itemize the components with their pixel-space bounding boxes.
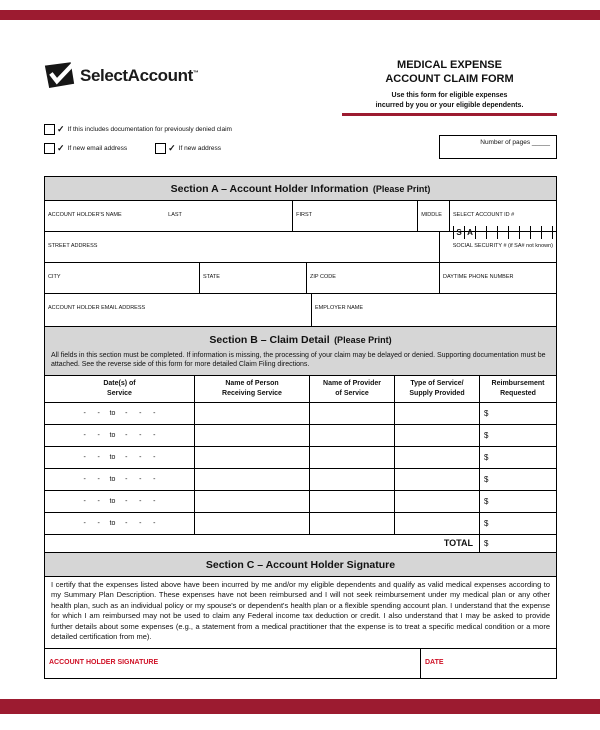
type-of-service-cell[interactable] xyxy=(395,403,480,424)
new-email-checkbox-group xyxy=(44,143,127,154)
ssn-label: SOCIAL SECURITY # (if SA# not known) xyxy=(452,242,553,249)
zip-code-field[interactable] xyxy=(307,263,440,293)
date-of-service-cell[interactable]: - - to - - - xyxy=(45,513,195,534)
select-account-id-field[interactable] xyxy=(450,201,556,237)
middle-name-field[interactable] xyxy=(418,201,450,231)
new-email-label: If new email address xyxy=(67,144,128,152)
employer-label: EMPLOYER NAME xyxy=(315,304,363,311)
amount-cell[interactable]: $ xyxy=(484,430,489,440)
person-receiving-cell[interactable] xyxy=(195,403,310,424)
amount-cell[interactable]: $ xyxy=(484,408,489,418)
selectaccount-logo xyxy=(44,60,199,92)
total-amount-cell[interactable]: $ xyxy=(484,538,489,548)
city-row xyxy=(45,263,556,294)
section-a-note: (Please Print) xyxy=(372,183,431,194)
certification-text: I certify that the expenses listed above have been incurred by me and/or my eligible dependents and qualify as valid medical expenses according to my Summary Plan Description. These expenses have not been reimbursed and I will not seek reimbursement under my medical plan or any other health plan, such as an individual policy or my spouse's or dependent's health plan or a flexible spending account plan. I understand that the expense for which I am reimbursed may not be used to claim any Federal income tax deduction or credit. I also understand that I may be asked to provide further details about some expenses (e.g., a statement from a medical practitioner that the expense is to treat a specific medical condition or a more detailed certification from me). xyxy=(45,577,556,649)
employer-field[interactable] xyxy=(312,294,556,326)
first-name-field[interactable] xyxy=(293,201,418,231)
date-of-service-cell[interactable]: - - to - - - xyxy=(45,469,195,490)
signature-label: ACCOUNT HOLDER SIGNATURE xyxy=(49,658,159,666)
pages-label: Number of pages _____ xyxy=(480,139,550,146)
middle-label: MIDDLE xyxy=(421,211,442,218)
logo-wordmark: SelectAccount xyxy=(80,66,193,85)
number-of-pages-box[interactable] xyxy=(439,135,557,159)
section-a-header xyxy=(45,177,556,201)
date-of-service-cell[interactable]: - - to - - - xyxy=(45,491,195,512)
col-reimbursement: Reimbursement Requested xyxy=(491,380,545,397)
person-receiving-cell[interactable] xyxy=(195,469,310,490)
new-email-checkbox[interactable] xyxy=(44,143,55,154)
zip-label: ZIP CODE xyxy=(310,273,336,280)
form-title xyxy=(342,58,557,87)
person-receiving-cell[interactable] xyxy=(195,425,310,446)
col-person-receiving: Name of Person Receiving Service xyxy=(195,376,310,402)
type-of-service-cell[interactable] xyxy=(395,447,480,468)
bottom-accent-bar xyxy=(0,699,600,714)
col-type-of-service: Type of Service/ Supply Provided xyxy=(395,376,480,402)
claim-row-3 xyxy=(45,447,556,469)
date-field[interactable] xyxy=(421,649,556,678)
person-receiving-cell[interactable] xyxy=(195,513,310,534)
email-field[interactable] xyxy=(45,294,312,326)
section-b-title-row xyxy=(51,330,550,348)
state-field[interactable] xyxy=(200,263,307,293)
new-address-checkbox-group xyxy=(155,143,221,154)
date-of-service-cell[interactable]: - - to - - - xyxy=(45,447,195,468)
provider-cell[interactable] xyxy=(310,469,395,490)
previously-denied-checkbox-group xyxy=(44,124,232,135)
checkbox-row-1 xyxy=(44,124,557,135)
form-title-line2: ACCOUNT CLAIM FORM xyxy=(385,73,514,86)
section-c-header xyxy=(45,553,556,577)
col-date-of-service: Date(s) of Service xyxy=(45,376,195,402)
form-title-line1: MEDICAL EXPENSE xyxy=(397,59,502,71)
claim-row-6 xyxy=(45,513,556,535)
provider-cell[interactable] xyxy=(310,447,395,468)
previously-denied-label: If this includes documentation for previously denied claim xyxy=(67,125,232,133)
id-prefix-a: A xyxy=(465,226,476,239)
claim-row-5 xyxy=(45,491,556,513)
check-glyph: ✓ xyxy=(57,123,65,134)
person-receiving-cell[interactable] xyxy=(195,447,310,468)
logo-text xyxy=(80,66,199,86)
person-receiving-cell[interactable] xyxy=(195,491,310,512)
id-prefix-s: S xyxy=(453,226,465,239)
provider-cell[interactable] xyxy=(310,513,395,534)
checkmark-banner-icon xyxy=(44,62,75,90)
type-of-service-cell[interactable] xyxy=(395,425,480,446)
city-label: CITY xyxy=(48,273,61,280)
email-row xyxy=(45,294,556,327)
form-subtitle xyxy=(342,91,557,111)
provider-cell[interactable] xyxy=(310,425,395,446)
form-subtitle-line2: incurred by you or your eligible dependents. xyxy=(375,101,524,109)
street-label: STREET ADDRESS xyxy=(48,242,98,249)
form-subtitle-line1: Use this form for eligible expenses xyxy=(391,91,508,99)
col-provider: Name of Provider of Service xyxy=(310,376,395,402)
section-b-note: (Please Print) xyxy=(334,334,392,345)
select-account-id-label: SELECT ACCOUNT ID # xyxy=(453,211,515,218)
previously-denied-checkbox[interactable] xyxy=(44,124,55,135)
type-of-service-cell[interactable] xyxy=(395,491,480,512)
new-address-checkbox[interactable] xyxy=(155,143,166,154)
account-holder-name-field[interactable] xyxy=(45,201,293,231)
red-rule xyxy=(342,113,557,116)
amount-cell[interactable]: $ xyxy=(484,496,489,506)
claim-row-1 xyxy=(45,403,556,425)
social-security-field[interactable] xyxy=(440,232,556,262)
date-of-service-cell[interactable]: - - to - - - xyxy=(45,425,195,446)
claim-row-2 xyxy=(45,425,556,447)
provider-cell[interactable] xyxy=(310,403,395,424)
total-row xyxy=(45,535,556,553)
type-of-service-cell[interactable] xyxy=(395,469,480,490)
section-c-title: Section C – Account Holder Signature xyxy=(205,558,396,571)
total-label: TOTAL xyxy=(45,535,480,552)
form-title-block xyxy=(342,58,557,116)
section-b-title: Section B – Claim Detail xyxy=(209,333,330,346)
amount-cell[interactable]: $ xyxy=(484,518,489,528)
section-b-instructions: All fields in this section must be completed. If information is missing, the processing of your claim may be delayed or denied. Supporting documentation must be attached. See the reverse side of this form for more detailed Claim Filing directions. xyxy=(51,351,546,369)
amount-cell[interactable]: $ xyxy=(484,452,489,462)
signature-field[interactable] xyxy=(45,649,421,678)
date-of-service-cell[interactable]: - - to - - - xyxy=(45,403,195,424)
provider-cell[interactable] xyxy=(310,491,395,512)
new-address-label: If new address xyxy=(178,144,221,152)
top-accent-bar xyxy=(0,10,600,20)
date-label: DATE xyxy=(425,658,444,666)
street-address-field[interactable] xyxy=(45,232,440,262)
check-glyph: ✓ xyxy=(57,142,65,153)
daytime-phone-field[interactable] xyxy=(440,263,556,293)
trademark-symbol: ™ xyxy=(192,70,199,77)
check-glyph: ✓ xyxy=(168,142,176,153)
section-a-title: Section A – Account Holder Information xyxy=(170,182,369,195)
name-row xyxy=(45,201,556,237)
last-label: LAST xyxy=(168,211,182,218)
type-of-service-cell[interactable] xyxy=(395,513,480,534)
signature-row xyxy=(45,649,556,678)
phone-label: DAYTIME PHONE NUMBER xyxy=(443,273,514,280)
claim-row-4 xyxy=(45,469,556,491)
email-label: ACCOUNT HOLDER EMAIL ADDRESS xyxy=(48,304,146,311)
city-field[interactable] xyxy=(45,263,200,293)
street-row xyxy=(45,232,556,263)
claim-table-header xyxy=(45,376,556,403)
state-label: STATE xyxy=(203,273,220,280)
name-label: ACCOUNT HOLDER'S NAME xyxy=(48,211,122,218)
amount-cell[interactable]: $ xyxy=(484,474,489,484)
form-body xyxy=(44,176,557,679)
section-b-header xyxy=(45,327,556,376)
first-label: FIRST xyxy=(296,211,312,218)
form-header xyxy=(44,46,557,116)
